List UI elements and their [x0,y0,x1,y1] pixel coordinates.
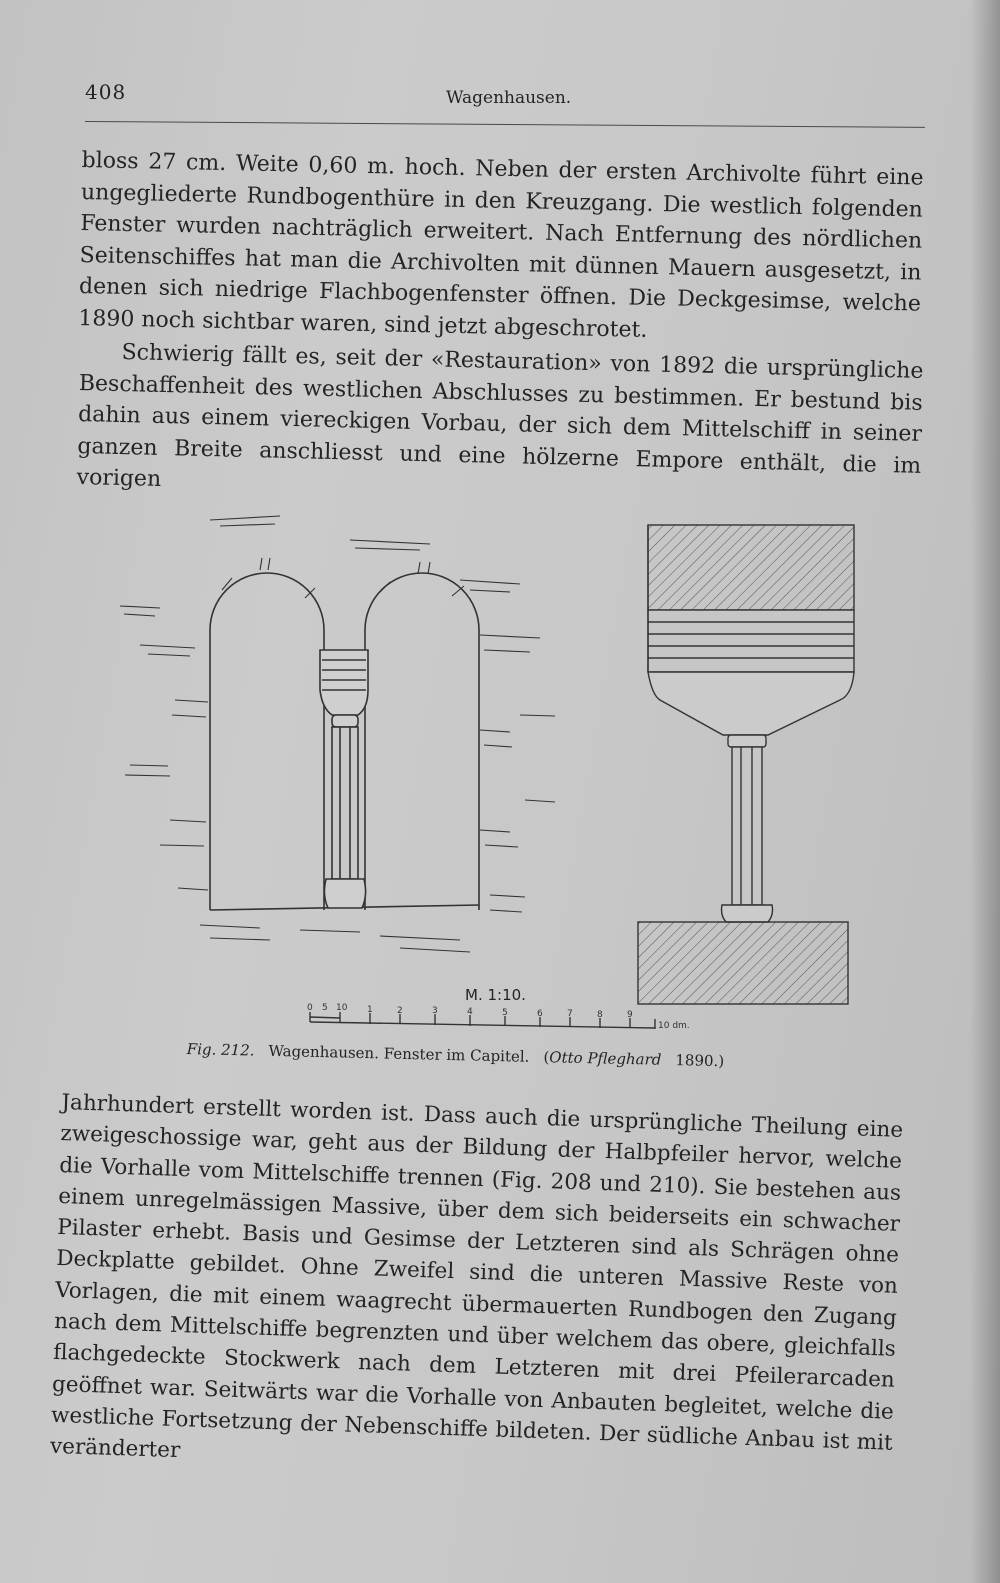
scale-tick-label: 8 [597,1010,603,1020]
scale-tick-label: 3 [432,1006,438,1016]
paragraph-1 [78,145,924,352]
paragraph-2-text: Schwierig fällt es, seit der «Restauration» von 1892 die ursprüngliche Beschaffenheit des westlichen Abschlusses zu bestimmen. Er bestund bis dahin aus einem viereckigen Vorbau, der sich dem Mittelschiff in seiner ganzen Breite anschliesst und eine hölzerne Empore enthält, die im vorigen [76,339,924,492]
section-capital [648,672,854,735]
running-head: Wagenhausen. [446,88,572,108]
scale-tick-label: 4 [467,1007,473,1017]
scale-bar [310,1012,655,1029]
scale-tick-label: 6 [537,1009,543,1019]
scale-tick-label: 2 [397,1006,403,1016]
section-shaft [732,747,762,905]
page-number: 408 [85,80,127,104]
scale-tick-label: 7 [567,1009,573,1019]
scale-tick-label: 1 [367,1005,373,1015]
section-wall-top [648,525,854,610]
column-shaft [332,727,358,879]
right-window-arch [365,573,479,910]
elevation-view [120,516,555,952]
paragraph-indent [79,358,121,359]
scale-unit: 10 dm. [658,1021,690,1031]
caption-author: Otto Pfleghard [549,1048,662,1069]
scale-tick-label: 0 [307,1003,313,1013]
section-wall-bottom [638,922,848,1004]
paragraph-2 [76,336,923,513]
left-window-arch [210,573,324,910]
scale-label: M. 1:10. [465,986,526,1004]
column-base [324,879,365,908]
scale-tick-labels [307,1003,690,1031]
scale-tick-label: 10 [336,1003,348,1013]
caption-fig-number: Fig. 212. [186,1040,255,1060]
paragraph-3-text: Jahrhundert erstellt worden ist. Dass auch die ursprüngliche Theilung eine zweigeschossige war, geht aus der Bildung der Halbpfeiler hervor, welche die Vorhalle vom Mittelschiffe trennen (Fig. 208 und 210). Sie bestehen aus einem unregelmässigen Massive, über dem sich beiderseits ein schwacher Pilaster erhebt. Basis und Gesimse der Letzteren sind als Schrägen ohne Deckplatte gebildet. Ohne Zweifel sind die unteren Massive Reste von Vorlagen, die mit einem waagrecht übermauerten Rundbogen den Zugang nach dem Mittelschiffe begrenzten und über welchem das obere, gleichfalls flachgedeckte Stockwerk nach dem Letzteren mit drei Pfeilerarcaden geöffnet war. Seitwärts war die Vorhalle von Anbauten begleitet, welche die westliche Fortsetzung der Nebenschiffe bildeten. Der südliche Anbau ist mit veränderter [49,1089,904,1464]
figure-212 [100,500,880,1040]
window-drawing [100,500,880,1040]
scale-tick-label: 5 [322,1003,328,1013]
caption-text: Wagenhausen. Fenster im Capitel. [268,1041,530,1066]
header-rule [85,121,925,128]
paragraph-1-text: bloss 27 cm. Weite 0,60 m. hoch. Neben der ersten Archivolte führt eine ungegliederte Rundbogenthüre in den Kreuzgang. Die westlich folgenden Fenster wurden nachträglich erweitert. Nach Entfernung des nördlichen Seitenschiffes hat man die Archivolten mit dünnen Mauern ausgesetzt, in denen sich niedrige Flachbogenfenster öffnen. Die Deckgesimse, welche 1890 noch sichtbar waren, sind jetzt abgeschrotet. [78,147,924,343]
column-necking [332,715,358,727]
figure-caption: Fig. 212. Wagenhausen. Fenster im Capitel. (Otto Pfleghard 1890.) [186,1040,725,1071]
caption-year: 1890. [675,1051,719,1071]
scale-tick-label: 5 [502,1008,508,1018]
scale-tick-label: 9 [627,1010,633,1020]
paragraph-3 [50,1087,904,1490]
spine-shadow [970,0,1000,1583]
section-courses [648,610,854,672]
section-view [638,525,854,1004]
